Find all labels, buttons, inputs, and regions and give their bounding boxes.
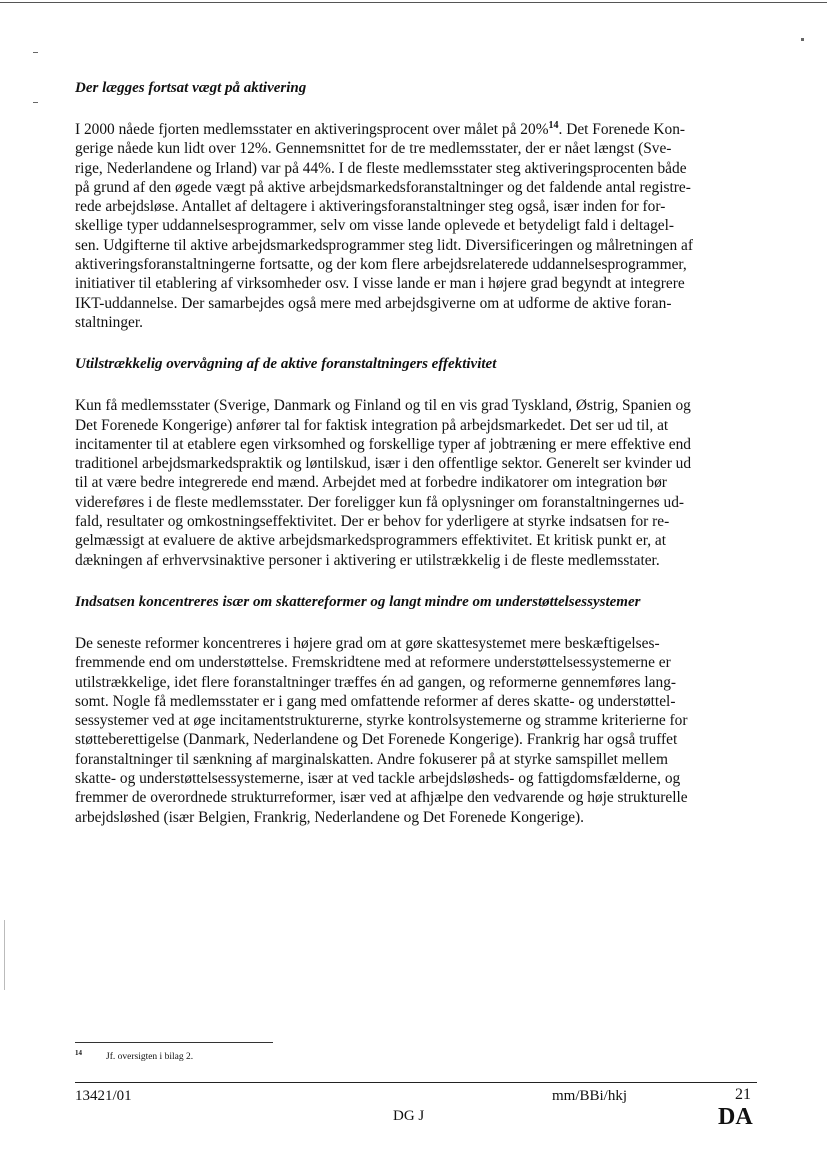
paragraph-activation — [75, 120, 757, 332]
top-border-line — [0, 2, 827, 3]
text-line: fremmer de overordnede strukturreformer, især ved at afhjælpe den vedvarende og høje strukturelle — [75, 789, 688, 807]
text-line: incitamenter til at etablere egen virksomhed og forskellige typer af jobtræning er mere effektive end — [75, 435, 691, 453]
text-line: gerige nåede kun lidt over 12%. Gennemsnittet for de tre medlemsstater, der er nået længst (Sve- — [75, 140, 672, 158]
text-line: I 2000 nåede fjorten medlemsstater en aktiveringsprocent over målet på 20%$^{14}$. Det Forenede Kon- — [75, 119, 686, 138]
document-body — [75, 78, 757, 849]
text-line: fald, resultater og omkostningseffektivitet. Der er behov for yderligere at styrke indsatsen for re- — [75, 513, 670, 531]
text-line: somt. Nogle få medlemsstater er i gang med omfattende reformer af deres skatte- og understøttel- — [75, 692, 676, 710]
text-line: traditionel arbejdsmarkedspraktik og løntilskud, især i den offentlige sektor. Generelt ser kvinder ud — [75, 455, 692, 473]
paragraph-tax-reforms — [75, 634, 757, 827]
footnote — [75, 1049, 193, 1062]
text-line: støtteberettigelse (Danmark, Nederlandene og Det Forenede Kongerige). Frankrig har også truffet — [75, 731, 678, 749]
text-line: foranstaltninger til sænkning af marginalskatten. Andre fokuserer på at styrke samspillet mellem — [75, 750, 668, 768]
paragraph-monitoring — [75, 396, 757, 570]
text-line: dækningen af erhvervsinaktive personer i aktivering er utilstrækkelig i de fleste medlemsstater. — [75, 551, 660, 569]
text-line: fremmende end om understøttelse. Fremskridtene med at reformere understøttelsessystemerne er — [75, 654, 671, 672]
footnote-text: Jf. oversigten i bilag 2. — [106, 1052, 194, 1063]
text-line: videreføres i de fleste medlemsstater. Der foreligger kun få oplysninger om foranstaltningernes ud- — [75, 493, 685, 511]
section-heading-activation: Der lægges fortsat vægt på aktivering — [75, 80, 307, 96]
reference-code: mm/BBi/hkj — [552, 1088, 628, 1104]
footer-divider — [75, 1082, 757, 1083]
text-line: arbejdsløshed (især Belgien, Frankrig, Nederlandene og Det Forenede Kongerige). — [75, 808, 585, 826]
text-line: De seneste reformer koncentreres i højere grad om at gøre skattesystemet mere beskæftigelses- — [75, 634, 660, 652]
text-line: skatte- og understøttelsessystemerne, især at ved tackle arbejdsløsheds- og fattigdomsfælderne, og — [75, 770, 681, 788]
text-line: til at være bedre integrerede end mænd. Arbejdet med at forbedre indikatorer om integration bør — [75, 474, 667, 492]
section-heading-tax-reforms: Indsatsen koncentreres især om skattereformer og langt mindre om understøttelsessystemer — [75, 593, 641, 610]
footnote-divider — [75, 1042, 273, 1043]
text-line: på grund af den øgede vægt på aktive arbejdsmarkedsforanstaltninger og det faldende antal registre- — [75, 178, 691, 196]
footnote-number: 14 — [75, 1049, 82, 1057]
text-line: staltninger. — [75, 313, 143, 331]
text-line: aktiveringsforanstaltningerne fortsatte, og der kom flere arbejdsrelaterede uddannelsesprogrammer, — [75, 256, 687, 274]
text-line: Det Forenede Kongerige) anfører tal for faktisk integration på arbejdsmarkedet. Det ser ud til, at — [75, 416, 669, 434]
page-number: 21 — [735, 1086, 751, 1103]
scan-mark — [4, 920, 5, 990]
doc-number: 13421/01 — [75, 1088, 132, 1104]
directorate: DG J — [393, 1108, 425, 1124]
text-line: skellige typer uddannelsesprogrammer, selv om visse lande oplevede et betydeligt fald i deltagel- — [75, 217, 675, 235]
footnote-reference[interactable]: 14 — [548, 119, 559, 131]
text-line: utilstrækkelige, idet flere foranstaltninger træffes én ad gangen, og reformerne gennemføres lang- — [75, 673, 677, 691]
text-line: rige, Nederlandene og Irland) var på 44%. I de fleste medlemsstater steg aktiveringsprocenten både — [75, 159, 687, 177]
text-line: rede arbejdsløse. Antallet af deltagere i aktiveringsforanstaltninger steg også, især inden for for- — [75, 198, 666, 216]
text-line: Kun få medlemsstater (Sverige, Danmark og Finland og til en vis grad Tyskland, Østrig, Spanien og — [75, 397, 691, 415]
text-line: sessystemer ved at øge incitamentstrukturerne, styrke kontrolsystemerne og stramme kriterierne for — [75, 712, 688, 730]
scan-mark — [33, 102, 38, 103]
section-heading-monitoring: Utilstrækkelig overvågning af de aktive foranstaltningers effektivitet — [75, 356, 497, 373]
text-line: sen. Udgifterne til aktive arbejdsmarkedsprogrammer steg lidt. Diversificeringen og målretningen af — [75, 236, 693, 254]
text-line: initiativer til etablering af virksomheder osv. I visse lande er man i højere grad begyndt at integrere — [75, 275, 685, 293]
scan-mark — [801, 38, 804, 41]
text-line: gelmæssigt at evaluere de aktive arbejdsmarkedsprogrammers effektivitet. Et kritisk punkt er, at — [75, 532, 667, 550]
scan-mark — [33, 52, 38, 53]
text-line: IKT-uddannelse. Der samarbejdes også mere med arbejdsgiverne om at udforme de aktive foran- — [75, 294, 672, 312]
language-code: DA — [718, 1104, 753, 1130]
